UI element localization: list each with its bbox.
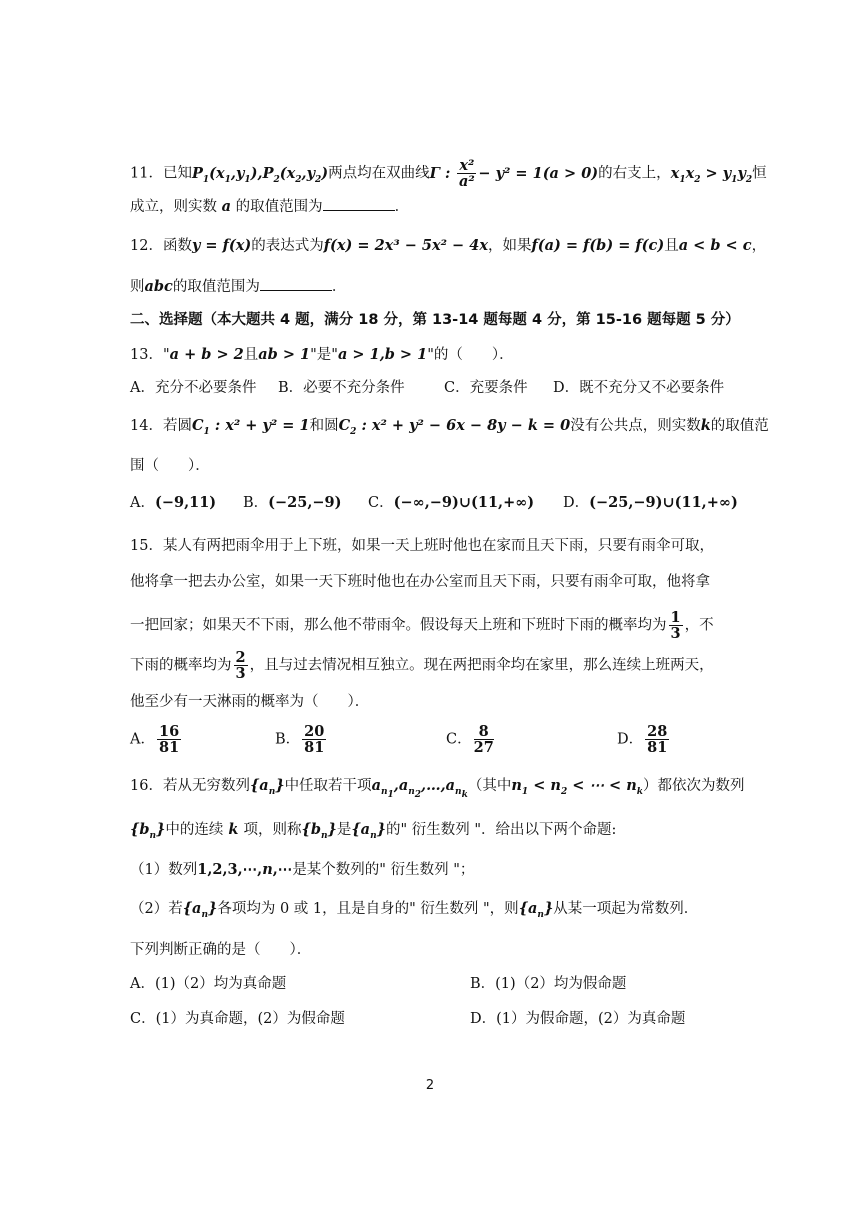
q12-eq: f(a) = f(b) = f(c) [531, 237, 665, 254]
q16-prop1-text-b: 是某个数列的" 衍生数列 "； [292, 862, 475, 878]
q15-option-c: C． $\frac{8}{27}$ [446, 723, 494, 756]
q16-line1 [130, 776, 750, 805]
q16-seq-bn: $\{b_n\}$ [130, 821, 166, 841]
q15-option-a: A． $\frac{16}{81}$ [130, 723, 180, 756]
q13-option-a: A．充分不必要条件 [130, 380, 257, 396]
q14-text-d: 的取值范 [710, 418, 769, 434]
q11-var-a: a [221, 198, 232, 215]
q16-index-ineq: $n_1 < n_2$ < ⋯ < $n_k$ [511, 777, 644, 797]
q14-option-c: C．(−∞,−9)∪(11,+∞) [368, 494, 535, 511]
page-number: 2 [425, 1078, 435, 1093]
q13-cond2: ab > 1 [258, 346, 311, 363]
q12-text-d: 且 [664, 238, 679, 254]
q13-option-d: D．既不充分又不必要条件 [553, 380, 725, 396]
q15-text-3b: ，不 [684, 617, 714, 634]
q14-stem-2: 围（ ）． [130, 458, 210, 474]
q16-prop-2 [130, 899, 750, 925]
q12-line2 [130, 276, 750, 297]
q15-line2: 他将拿一把去办公室，如果一天下班时他也在办公室而且天下雨，只要有雨伞可取，他将拿 [130, 574, 710, 590]
q16-prop2-seq-2: $\{a_n\}$ [518, 900, 554, 920]
q11-text-f: 的取值范围为 [235, 199, 323, 215]
q12-func: y = f(x) [191, 237, 252, 254]
q15-line1: 15．某人有两把雨伞用于上下班，如果一天上班时他也在家而且天下雨，只要有雨伞可取， [130, 538, 714, 554]
q16-text-e: 中的连续 [165, 822, 224, 838]
q16-seq-an: $\{a_n\}$ [249, 777, 285, 797]
q11-hyperbola-formula: Γ : $\frac{\text{x²}}{\text{a²}}$ − y² = 1(a > 0) [429, 157, 599, 190]
q13-option-b: B．必要不充分条件 [278, 380, 405, 396]
q15-option-d: D． $\frac{28}{81}$ [617, 723, 668, 756]
q16-seq-an-2: $\{a_n\}$ [351, 821, 386, 841]
q14-text-a: 14．若圆 [130, 418, 192, 434]
q12-ineq: a < b < c [678, 237, 752, 254]
q16-prop2-text-b: 各项均为 0 或 1，且是自身的" 衍生数列 "，则 [217, 901, 519, 917]
q12-abc: abc [144, 278, 173, 295]
q16-option-d: D．(1）为假命题，(2）为真命题 [470, 1011, 686, 1027]
q13-text-a: 13．" [130, 347, 170, 363]
q13-text-c: "是" [310, 347, 338, 363]
q12-expr: f(x) = 2x³ − 5x² − 4x [323, 237, 488, 254]
q16-prop1-seq: 1,2,3,⋯,n,⋯ [197, 861, 293, 878]
q12-text-g: 的取值范围为 [172, 279, 260, 295]
q16-line2 [130, 820, 750, 846]
q16-option-c: C．(1）为真命题，(2）为假命题 [130, 1011, 345, 1027]
q15-fraction-2: $\frac{2}{3}$ [235, 649, 246, 682]
q16-ask: 下列判断正确的是（ ）． [130, 942, 312, 958]
q14-option-a: A．(−9,11) [130, 494, 217, 511]
q16-option-a: A．(1)（2）均为真命题 [130, 976, 287, 992]
q12-text-b: 的表达式为 [251, 238, 324, 254]
q15-option-b: B． $\frac{20}{81}$ [275, 723, 325, 756]
q16-text-a: 16．若从无穷数列 [130, 778, 250, 794]
q12-text-a: 12．函数 [130, 238, 192, 254]
q16-text-g: 是 [336, 822, 352, 838]
q14-option-d: D．(−25,−9)∪(11,+∞) [563, 494, 738, 511]
q11-points-formula: $P_1(x_1,y_1),P_2(x_2,y_2)$ [191, 164, 329, 185]
q12-text-f: 则 [130, 279, 145, 295]
q11-text-b: 两点均在双曲线 [328, 165, 430, 182]
q13-cond1: a + b > 2 [169, 346, 244, 363]
q12-line1 [130, 236, 767, 256]
q12-text-c: ，如果 [487, 238, 532, 254]
q11-answer-blank [323, 196, 395, 211]
q11-text-c: 的右支上， [598, 165, 671, 182]
q16-var-k: k [223, 821, 244, 838]
q14-stem [130, 416, 769, 442]
q11-period: ． [394, 199, 410, 215]
q13-text-d: "的（ ）． [427, 347, 514, 363]
q12-period: ． [331, 279, 347, 295]
q15-text-3a: 一把回家；如果天不下雨，那么他不带雨伞。假设每天上班和下班时下雨的概率均为 [130, 617, 667, 634]
q16-prop2-seq: $\{a_n\}$ [182, 900, 218, 920]
q11-line2 [130, 196, 750, 217]
q13-text-b: 且 [243, 347, 259, 363]
q13-option-c: C．充要条件 [444, 380, 528, 396]
q16-prop2-text-a: （2）若 [130, 901, 183, 917]
q13-stem [130, 345, 750, 365]
q15-text-4a: 下雨的概率均为 [130, 657, 232, 674]
q16-text-c: （其中 [467, 778, 512, 794]
q15-text-4b: ，且与过去情况相互独立。现在两把雨伞均在家里，那么连续上班两天， [249, 657, 714, 674]
q15-line5: 他至少有一天淋雨的概率为（ ）． [130, 694, 370, 710]
q11-text-d: 恒 [752, 165, 767, 182]
q16-prop-1 [130, 860, 750, 880]
q16-text-h: 的" 衍生数列 "．给出以下两个命题: [385, 822, 617, 838]
section-2-heading: 二、选择题（本大题共 4 题，满分 18 分，第 13-14 题每题 4 分，第 15-16 题每题 5 分） [130, 312, 740, 328]
q11-condition-formula: $x_1x_2 > y_1y_2$ [670, 164, 753, 185]
q16-text-b: 中任取若干项 [284, 778, 372, 794]
q12-text-e: ， [751, 238, 767, 254]
q16-terms: $a_{n_1},a_{n_2},\dots,a_{n_k}$ [371, 777, 468, 800]
q13-cond3: a > 1,b > 1 [337, 346, 428, 363]
q15-fraction-1: $\frac{1}{3}$ [670, 609, 681, 642]
q16-text-d: ）都依次为数列 [643, 778, 745, 794]
q14-var-k: k [700, 417, 711, 434]
q16-prop1-text-a: （1）数列 [130, 862, 198, 878]
q15-line4 [130, 650, 750, 681]
q14-circle2: $C_2$ : x² + y² − 6x − 8y − k = 0 [338, 417, 571, 437]
q15-line3 [130, 610, 750, 641]
q14-text-c: 没有公共点，则实数 [570, 418, 701, 434]
q11-text-e: 成立，则实数 [130, 199, 217, 215]
q11-text-a: 11．已知 [130, 165, 192, 182]
q16-prop2-text-c: 从某一项起为常数列． [553, 901, 699, 917]
q16-text-f: 项，则称 [243, 822, 302, 838]
q14-circle1: $C_1$ : x² + y² = 1 [191, 417, 310, 437]
q16-option-b: B．(1)（2）均为假命题 [470, 976, 627, 992]
q14-text-b: 和圆 [309, 418, 339, 434]
q14-option-b: B．(−25,−9) [243, 494, 342, 511]
q12-answer-blank [260, 276, 332, 291]
q11-line1 [130, 157, 767, 190]
q16-seq-bn-2: $\{b_n\}$ [301, 821, 337, 841]
